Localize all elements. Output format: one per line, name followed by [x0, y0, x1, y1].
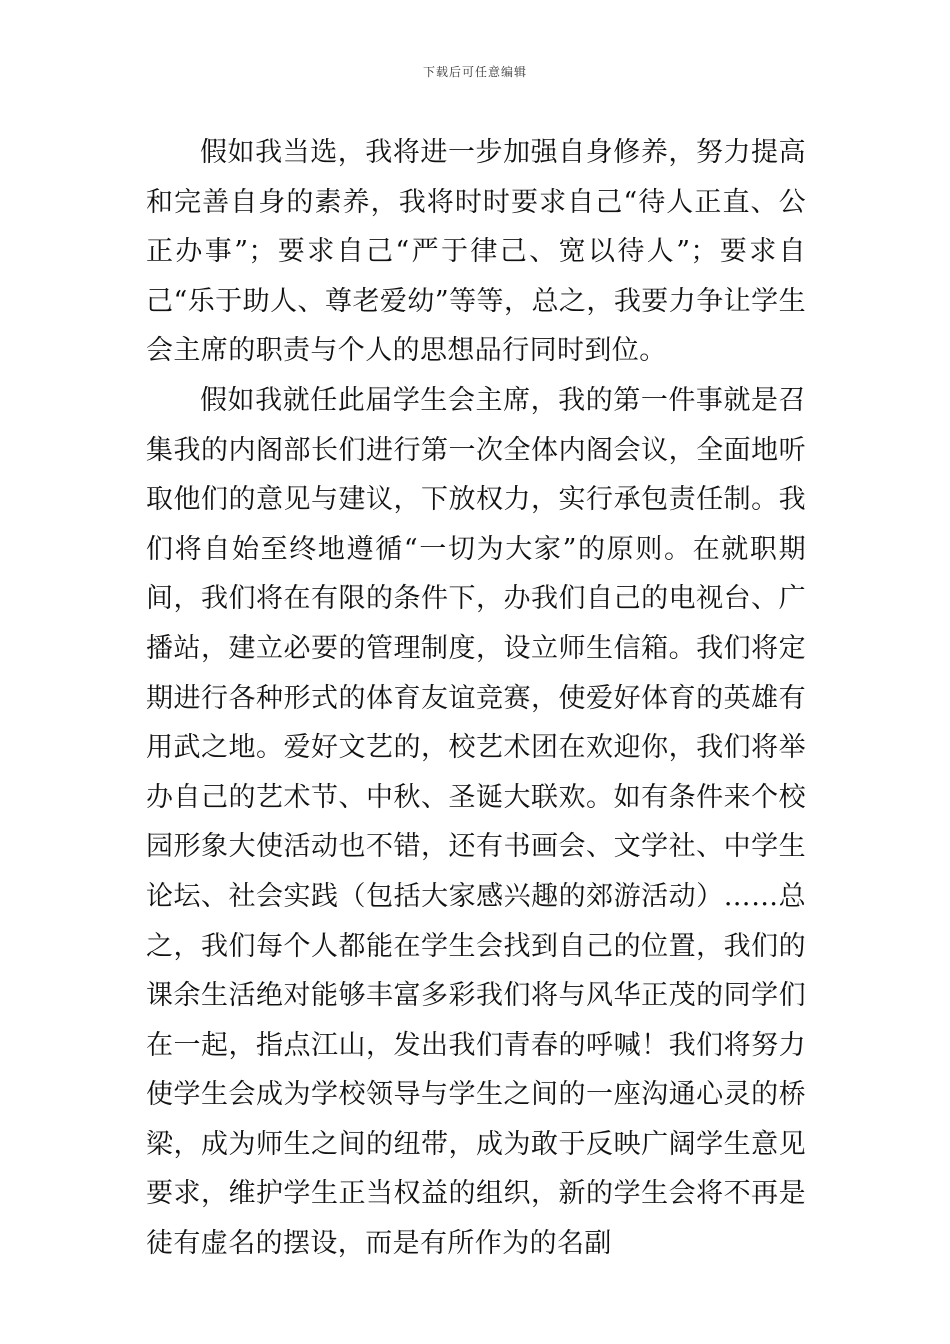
page-header-note: 下载后可任意编辑 [422, 65, 527, 79]
paragraph-plans-as-chairman: 假如我就任此届学生会主席，我的第一件事就是召集我的内阁部长们进行第一次全体内阁会议，全面地听取他们的意见与建议，下放权力，实行承包责任制。我们将自始至终地遵循“一切为大家”的原则。在就职期间，我们将在有限的条件下，办我们自己的电视台、广播站，建立必要的管理制度，设立师生信箱。我们将定期进行各种形式的体育友谊竞赛，使爱好体育的英雄有用武之地。爱好文艺的，校艺术团在欢迎你，我们将举办自己的艺术节、中秋、圣诞大联欢。如有条件来个校园形象大使活动也不错，还有书画会、文学社、中学生论坛、社会实践（包括大家感兴趣的郊游活动）……总之，我们每个人都能在学生会找到自己的位置，我们的课余生活绝对能够丰富多彩我们将与风华正茂的同学们在一起，指点江山，发出我们青春的呼喊！我们将努力使学生会成为学校领导与学生之间的一座沟通心灵的桥梁，成为师生之间的纽带，成为敢于反映广阔学生意见要求，维护学生正当权益的组织，新的学生会将不再是徒有虚名的摆设，而是有所作为的名副 [146, 384, 806, 1260]
paragraph-election-pledge: 假如我当选，我将进一步加强自身修养，努力提高和完善自身的素养，我将时时要求自己“待人正直、公正办事”；要求自己“严于律己、宽以待人”；要求自己“乐于助人、尊老爱幼”等等，总之，我要力争让学生会主席的职责与个人的思想品行同时到位。 [146, 137, 806, 367]
document-body [146, 128, 806, 1269]
